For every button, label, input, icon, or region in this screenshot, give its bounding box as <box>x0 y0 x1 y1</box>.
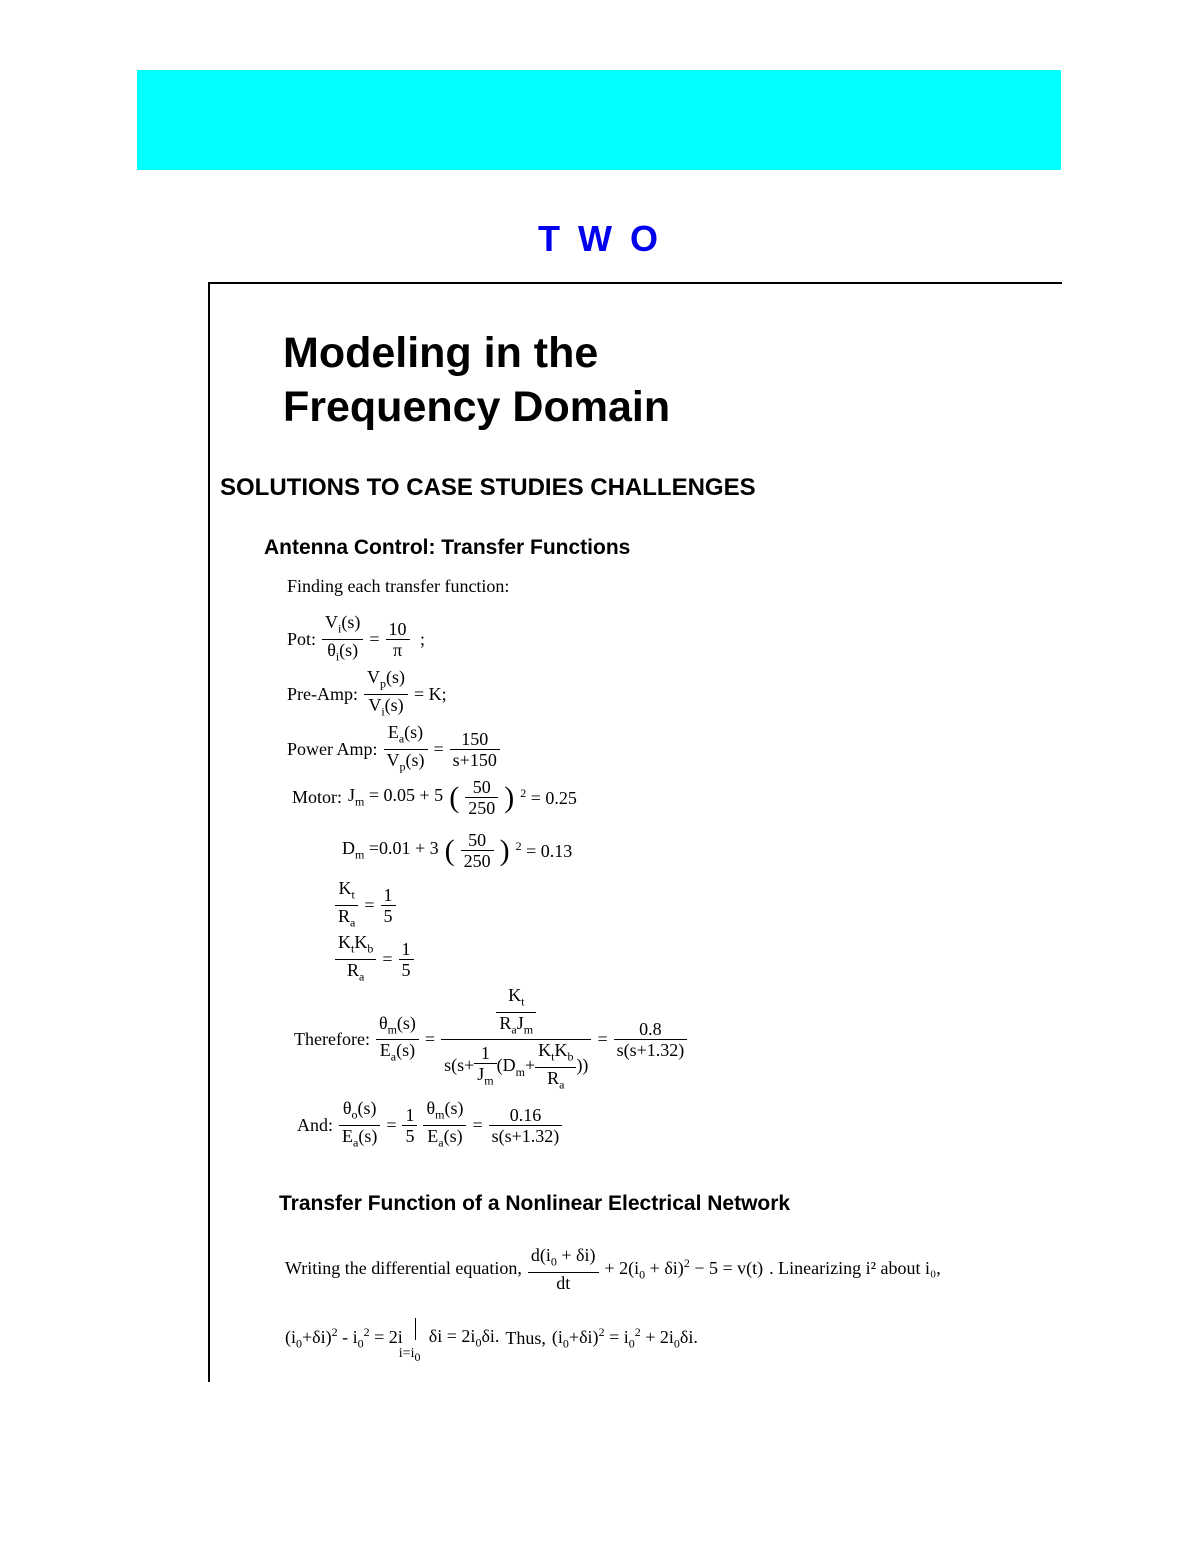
pot-equation: Pot: $\frac{V_i(s)}{\theta_i(s)}$ = $\frac{10}{\pi}$ ; <box>287 612 426 664</box>
pot-label: Pot: <box>287 628 317 649</box>
therefore-equation: Therefore: $\frac{\theta_m(s)}{E_a(s)}$ = $\frac{K_t}{R_aJ_m}$ s(s+ $\frac{1}{J_m}$ ($D_m+$ $\frac{K_tK_b}{R_a}$ )) = $\frac{0.8}{s(s+1.32)}$ <box>294 985 687 1094</box>
kt-ra-equation: $\frac{K_t}{R_a}$ = $\frac{1}{5}$ <box>335 878 396 932</box>
chapter-label: T W O <box>538 218 662 259</box>
thus-label: Thus, <box>505 1327 546 1348</box>
chapter-banner <box>137 70 1061 170</box>
margin-rule <box>208 282 210 1382</box>
nonlinear-heading: Transfer Function of a Nonlinear Electrical Network <box>279 1192 791 1215</box>
motor-label: Motor: <box>292 787 343 807</box>
title-line-2: Frequency Domain <box>283 383 671 431</box>
and-label: And: <box>297 1114 333 1135</box>
preamp-label: Pre-Amp: <box>287 683 358 704</box>
therefore-label: Therefore: <box>294 1029 370 1050</box>
linearization-equation: $(i_0+\delta i)^2 - i_0^2 = 2i$ $i=i_0$ $\delta i = 2i_0\delta i$. Thus, $(i_0+\delta i)^2 = i_0^2 + 2i_0\delta i$. <box>285 1318 698 1358</box>
differential-tail: . Linearizing i² about i₀, <box>769 1258 941 1279</box>
title-line-1: Modeling in the <box>283 329 599 377</box>
differential-equation: Writing the differential equation, $\frac{d(i_0 + \delta i)}{dt}$ + $2(i_0 + \delta i)^2 - 5 = v(t)$ . Linearizing i² about i₀, <box>285 1245 941 1293</box>
motor-dm-equation: $D_m =0.01 + 3$ ( $\frac{50}{250}$ ) $^2$ = 0.13 <box>342 830 573 871</box>
motor-jm-equation: Motor: $J_m = 0.05 + 5$ ( $\frac{50}{250}$ ) $^2$ = 0.25 <box>292 777 577 818</box>
and-equation: And: $\frac{\theta_o(s)}{E_a(s)}$ = $\frac{1}{5}$ $\frac{\theta_m(s)}{E_a(s)}$ = $\frac{0.16}{s(s+1.32)}$ <box>297 1098 562 1152</box>
antenna-intro: Finding each transfer function: <box>287 576 510 596</box>
differential-intro: Writing the differential equation, <box>285 1258 522 1279</box>
power-amp-equation: Power Amp: $\frac{E_a(s)}{V_p(s)}$ = $\frac{150}{s+150}$ <box>287 722 500 776</box>
antenna-heading: Antenna Control: Transfer Functions <box>264 536 631 559</box>
section-heading: SOLUTIONS TO CASE STUDIES CHALLENGES <box>220 474 756 501</box>
ktkb-ra-equation: $\frac{K_tK_b}{R_a}$ = $\frac{1}{5}$ <box>335 932 414 986</box>
header-rule <box>208 282 1062 284</box>
chapter-title <box>283 326 670 434</box>
power-amp-label: Power Amp: <box>287 738 378 759</box>
preamp-equation: Pre-Amp: $\frac{V_p(s)}{V_i(s)}$ = K; <box>287 667 447 719</box>
